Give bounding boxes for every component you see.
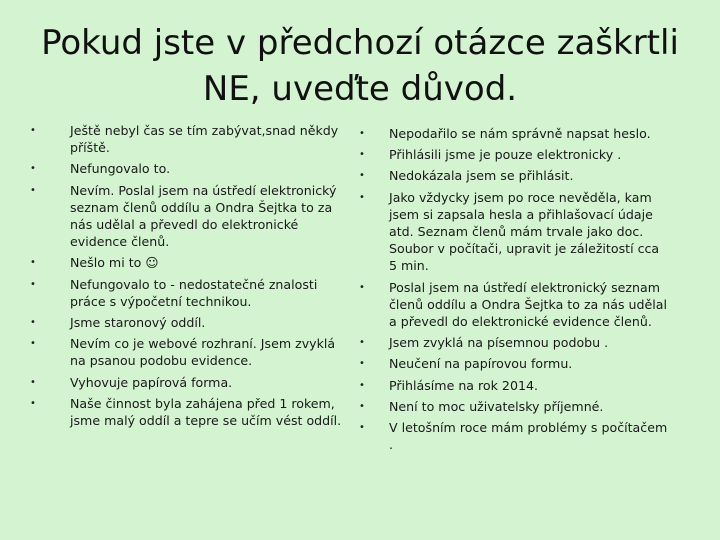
list-item <box>359 189 671 275</box>
list-item <box>30 122 350 156</box>
list-item <box>359 398 671 415</box>
bullet-icon: • <box>30 397 36 409</box>
list-item-text: V letošním roce mám problémy s počítačem . <box>389 420 668 453</box>
slide-title-line2: NE, uveďte důvod. <box>202 69 518 109</box>
list-item <box>359 146 671 163</box>
bullet-icon: • <box>30 125 36 136</box>
list-item <box>359 279 671 331</box>
bullet-icon: • <box>30 278 36 290</box>
list-item-text: Jsme staronový oddíl. <box>70 315 206 331</box>
list-item <box>359 334 671 351</box>
list-item-text: Přihlásíme na rok 2014. <box>389 377 538 393</box>
list-item-text: Nevím. Poslal jsem na ústředí elektronický seznam členů oddílu a Ondra Šejtka to za nás udělal a převedl do elektronické evidence členů. <box>70 182 337 250</box>
slide-title <box>0 20 720 112</box>
bullet-icon: • <box>359 191 365 203</box>
list-item <box>30 276 350 310</box>
bullet-icon: • <box>359 149 365 161</box>
bullet-icon: • <box>30 257 36 269</box>
list-item <box>30 254 350 271</box>
list-item <box>359 377 671 394</box>
list-item-text: Nefungovalo to. <box>70 161 171 177</box>
bullet-icon: • <box>30 317 36 329</box>
bullet-icon: • <box>359 422 365 434</box>
bullet-icon: • <box>359 337 365 349</box>
list-item-text: Nedokázala jsem se přihlásit. <box>389 168 574 184</box>
bullet-icon: • <box>30 376 36 388</box>
list-item <box>30 335 350 369</box>
list-item-text: Nevím co je webové rozhraní. Jsem zvyklá na psanou podobu evidence. <box>70 336 336 369</box>
list-item-text: Neučení na papírovou formu. <box>389 356 573 372</box>
list-item <box>359 419 671 453</box>
list-item-text: Nešlo mi to ☺ <box>70 255 159 271</box>
list-item <box>30 374 350 391</box>
list-item <box>359 355 671 372</box>
slide-title-line1: Pokud jste v předchozí otázce zaškrtli <box>41 23 679 63</box>
list-item-text: Ještě nebyl čas se tím zabývat,snad někdy příště. <box>70 123 339 156</box>
bullet-icon: • <box>30 184 36 196</box>
list-item <box>359 125 671 142</box>
right-reasons-list <box>359 125 671 457</box>
list-item-text: Naše činnost byla zahájena před 1 rokem, jsme malý oddíl a tepre se učím vést oddíl. <box>70 395 342 429</box>
left-reasons-list <box>30 122 350 433</box>
list-item-text: Vyhovuje papírová forma. <box>70 374 233 390</box>
bullet-icon: • <box>30 338 36 350</box>
list-item-text: Poslal jsem na ústředí elektronický seznam členů oddílu a Ondra Šejtka to za nás udělal a převedl do elektronické evidence členů. <box>389 279 667 330</box>
list-item-text: Jsem zvyklá na písemnou podobu . <box>389 335 609 351</box>
list-item-text: Jako vždycky jsem po roce nevěděla, kam jsem si zapsala hesla a přihlašovací údaje atd. Seznam členů mám trvale jako doc. Soubor v počítači, upravit je záležitostí cca 5 min. <box>389 189 660 274</box>
list-item <box>30 160 350 177</box>
list-item <box>359 167 671 184</box>
bullet-icon: • <box>359 400 365 412</box>
list-item-text: Nefungovalo to - nedostatečné znalosti práce s výpočetní technikou. <box>70 276 318 309</box>
list-item-text: Není to moc uživatelsky příjemné. <box>389 398 604 414</box>
bullet-icon: • <box>359 379 365 391</box>
bullet-icon: • <box>359 281 365 293</box>
bullet-icon: • <box>359 358 365 370</box>
list-item-text: Nepodařilo se nám správně napsat heslo. <box>389 126 651 141</box>
list-item-text: Přihlásili jsme je pouze elektronicky . <box>389 147 622 163</box>
list-item <box>30 182 350 251</box>
list-item <box>30 314 350 331</box>
list-item <box>30 395 350 429</box>
bullet-icon: • <box>359 128 365 139</box>
bullet-icon: • <box>30 163 36 175</box>
bullet-icon: • <box>359 170 365 182</box>
